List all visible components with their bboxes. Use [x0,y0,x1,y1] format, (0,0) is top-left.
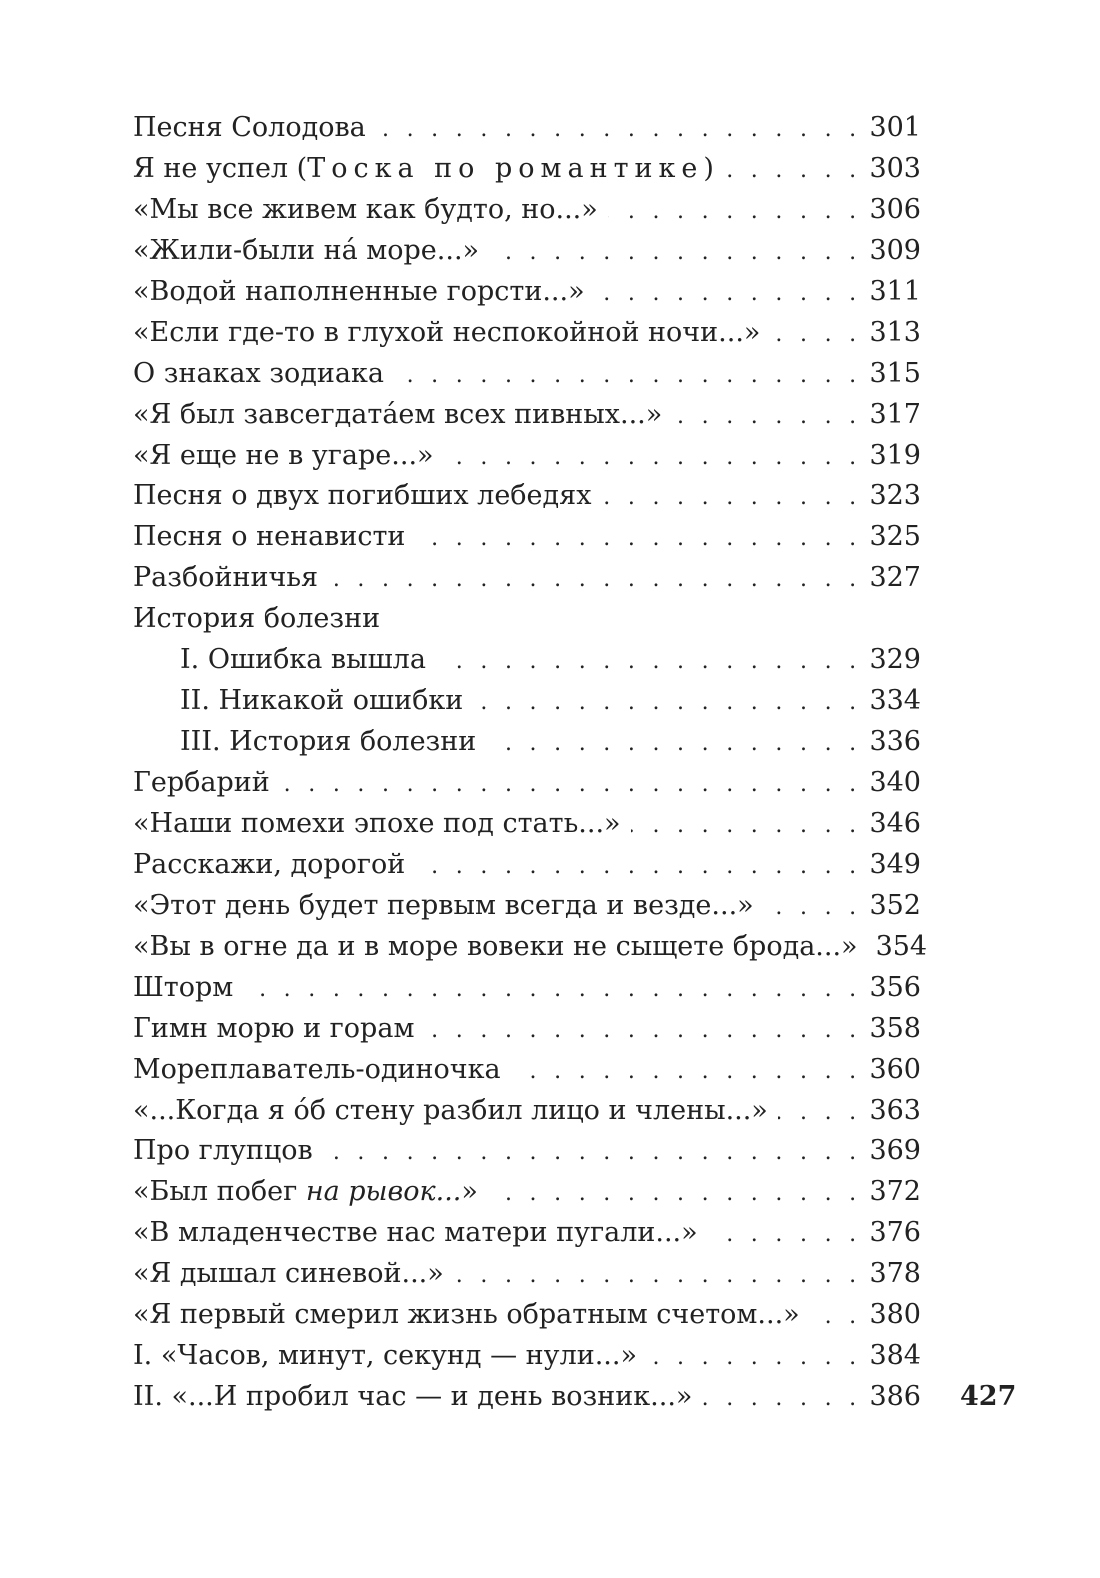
entry-title: Разбойничья [133,562,319,594]
toc-entry [133,1213,921,1254]
entry-page: 323 [869,480,921,512]
dot-leader [486,724,861,765]
toc-entry [133,558,921,599]
entry-page: 354 [875,930,928,962]
dot-leader [672,397,861,438]
toc-entry [133,517,921,558]
entry-title: Гимн морю и горам [133,1012,415,1044]
entry-page: 340 [869,767,921,798]
entry-page: 319 [869,439,921,471]
entry-title-italic: на рывок... [305,1176,462,1208]
entry-title [133,149,714,190]
toc-entry [133,272,921,313]
dot-leader [376,110,862,151]
dot-leader [778,1093,862,1134]
entry-title: II. Никакой ошибки [180,685,464,717]
entry-title: «Этот день будет первым всегда и везде...» [133,889,754,921]
entry-page: 336 [869,726,921,758]
toc-entry [133,763,921,804]
entry-title: «Наши помехи эпохе под стать...» [133,807,621,839]
dot-leader [595,274,862,315]
entry-page: 358 [869,1012,921,1044]
entry-title: Мореплаватель-одиночка [133,1053,501,1085]
entry-title: «Я был завсегдата́ем всех пивных...» [133,398,663,430]
entry-title-suffix: ) [703,152,714,184]
dot-leader [415,847,861,888]
dot-leader [489,233,861,274]
toc-entry [133,1050,921,1091]
dot-leader [810,1297,862,1338]
entry-page: 303 [869,152,921,184]
dot-leader [444,438,862,479]
entry-page: 325 [869,521,921,553]
entry-title: Песня о двух погибших лебедях [133,480,592,512]
toc-entry [133,1295,921,1336]
dot-leader [473,683,861,724]
entry-title: «Я первый смерил жизнь обратным счетом...» [133,1299,800,1331]
toc-entry [133,1172,921,1213]
dot-leader [511,1052,862,1093]
toc-entry [133,313,921,354]
toc-entry [133,1254,921,1295]
toc-entry [133,927,928,968]
page-number: 427 [960,1381,1017,1412]
entry-title: «...Когда я о́б стену разбил лицо и члены...» [133,1094,768,1126]
dot-leader [770,315,861,356]
entry-page: 352 [869,889,921,921]
dot-leader [454,1256,862,1297]
entry-title-suffix: » [461,1176,478,1208]
entry-page: 380 [869,1299,921,1331]
dot-leader [647,1338,861,1379]
entry-title: Шторм [133,971,234,1003]
entry-title: О знаках зодиака [133,357,384,389]
entry-title-spaced: Тоска по романтике [307,152,704,184]
entry-title [133,1172,478,1213]
entry-page: 378 [869,1258,921,1290]
toc-entry [133,886,921,927]
entry-title: I. Ошибка вышла [180,644,426,676]
entry-title: Песня о ненависти [133,521,406,553]
entry-title: «Вы в огне да и в море вовеки не сыщете брода...» [133,930,858,962]
dot-leader [328,560,861,601]
table-of-contents [133,108,928,1418]
dot-leader [724,151,862,192]
toc-entry [133,1377,921,1418]
entry-page: 306 [869,193,921,225]
toc-entry [133,1336,921,1377]
entry-page: 372 [869,1176,921,1208]
entry-page: 313 [869,316,921,348]
entry-page: 329 [869,644,921,676]
toc-entry [133,1091,921,1132]
entry-title: «Если где-то в глухой неспокойной ночи...» [133,316,761,348]
dot-leader [708,1215,862,1256]
toc-entry [133,231,921,272]
dot-leader [323,1133,862,1174]
toc-entry [133,804,921,845]
toc-subentry [133,681,921,722]
entry-title: Про глупцов [133,1135,313,1167]
entry-title: Песня Солодова [133,112,366,143]
toc-subentry [133,722,921,763]
entry-title: I. «Часов, минут, секунд — нули...» [133,1340,637,1372]
entry-title-prefix: «Был побег [133,1176,306,1208]
entry-page: 356 [869,971,921,1003]
dot-leader [394,356,861,397]
entry-page: 360 [869,1053,921,1085]
entry-title: «Я еще не в угаре...» [133,439,434,471]
dot-leader [415,519,861,560]
entry-title: «Жили-были на́ море...» [133,234,480,266]
entry-page: 317 [869,398,921,430]
entry-title: История болезни [133,603,381,635]
toc-section-heading [133,599,921,640]
entry-page: 311 [869,275,921,307]
entry-title: II. «...И пробил час — и день возник...» [133,1381,693,1413]
entry-title: Гербарий [133,767,270,798]
entry-title: III. История болезни [180,726,477,758]
entry-page: 315 [869,357,921,389]
toc-entry [133,354,921,395]
entry-page: 376 [869,1217,921,1249]
entry-page: 327 [869,562,921,594]
dot-leader [631,806,862,847]
entry-title: «Водой наполненные горсти...» [133,275,585,307]
entry-page: 369 [869,1135,921,1167]
dot-leader [243,970,861,1011]
toc-entry [133,395,921,436]
entry-page: 349 [869,848,921,880]
entry-page: 346 [869,807,921,839]
toc-entry [133,149,921,190]
toc-entry [133,1131,921,1172]
dot-leader [424,1011,861,1052]
entry-page: 386 [869,1381,921,1413]
dot-leader [764,888,862,929]
entry-title-prefix: Я не успел ( [133,152,308,184]
dot-leader [436,642,862,683]
dot-leader [601,478,861,519]
entry-title: «Мы все живем как будто, но...» [133,193,598,225]
dot-leader [608,192,862,233]
toc-subentry [133,640,921,681]
toc-entry [133,476,921,517]
dot-leader [702,1379,861,1420]
entry-page: 334 [869,685,921,717]
toc-entry [133,108,921,149]
entry-title: «Я дышал синевой...» [133,1258,444,1290]
entry-title: «В младенчестве нас матери пугали...» [133,1217,698,1249]
toc-entry [133,968,921,1009]
toc-entry [133,190,921,231]
entry-title: Расскажи, дорогой [133,848,406,880]
dot-leader [488,1174,862,1215]
dot-leader [280,765,862,806]
entry-page: 363 [869,1094,921,1126]
entry-page: 309 [869,234,921,266]
toc-entry [133,845,921,886]
toc-entry [133,436,921,477]
toc-entry [133,1009,921,1050]
entry-page: 384 [869,1340,921,1372]
entry-page: 301 [869,112,921,143]
